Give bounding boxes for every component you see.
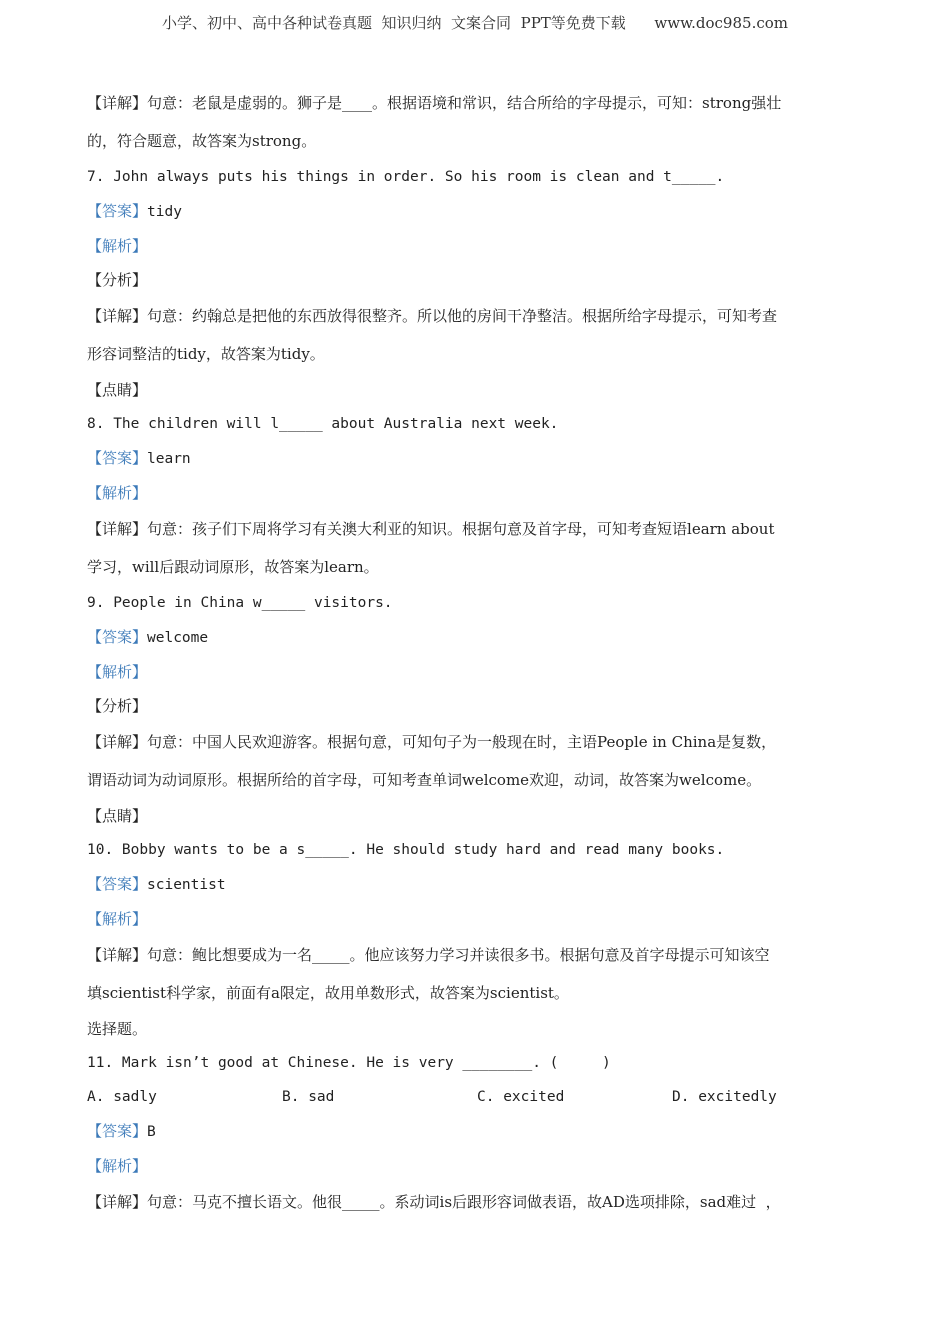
option-b: B. sad xyxy=(282,1089,335,1105)
answer-7: 【答案】tidy xyxy=(87,202,182,220)
answer-tag: 【答案】 xyxy=(87,202,148,220)
detail-7-line-2: 形容词整洁的tidy，故答案为tidy。 xyxy=(87,345,325,363)
detail-8-line-1: 【详解】句意：孩子们下周将学习有关澳大利亚的知识。根据句意及首字母，可知考查短语learn about xyxy=(87,520,775,538)
option-c: C. excited xyxy=(477,1089,565,1105)
detail-tag: 【详解】 xyxy=(87,946,148,964)
answer-tag: 【答案】 xyxy=(87,875,148,893)
detail-6-line-2: 的，符合题意，故答案为strong。 xyxy=(87,132,317,150)
fenxi-tag: 【分析】 xyxy=(87,271,148,289)
analysis-tag: 【解析】 xyxy=(87,910,148,928)
detail-6-line-1: 【详解】句意：老鼠是虚弱的。狮子是____。根据语境和常识，结合所给的字母提示，可知：strong强壮 xyxy=(87,94,782,112)
question-10: 10. Bobby wants to be a s_____. He should study hard and read many books. xyxy=(87,842,725,858)
detail-tag: 【详解】 xyxy=(87,94,148,112)
analysis-tag: 【解析】 xyxy=(87,663,148,681)
detail-11-line-1: 【详解】句意：马克不擅长语文。他很_____。系动词is后跟形容词做表语，故AD选项排除，sad难过 ， xyxy=(87,1193,781,1211)
detail-10-line-2: 填scientist科学家，前面有a限定，故用单数形式，故答案为scientist。 xyxy=(87,984,569,1002)
question-7: 7. John always puts his things in order. So his room is clean and t_____. xyxy=(87,169,725,185)
answer-10: 【答案】scientist xyxy=(87,875,226,893)
answer-11: 【答案】B xyxy=(87,1122,156,1140)
answer-tag: 【答案】 xyxy=(87,628,148,646)
answer-tag: 【答案】 xyxy=(87,449,148,467)
detail-10-line-1: 【详解】句意：鲍比想要成为一名_____。他应该努力学习并读很多书。根据句意及首字母提示可知该空 xyxy=(87,946,770,964)
option-d: D. excitedly xyxy=(672,1089,777,1105)
option-a: A. sadly xyxy=(87,1089,157,1105)
question-8: 8. The children will l_____ about Australia next week. xyxy=(87,416,559,432)
detail-tag: 【详解】 xyxy=(87,1193,148,1211)
detail-9-line-2: 谓语动词为动词原形。根据所给的首字母，可知考查单词welcome欢迎，动词，故答案为welcome。 xyxy=(87,771,762,789)
detail-7-line-1: 【详解】句意：约翰总是把他的东西放得很整齐。所以他的房间干净整洁。根据所给字母提示，可知考查 xyxy=(87,307,778,325)
answer-tag: 【答案】 xyxy=(87,1122,148,1140)
analysis-tag: 【解析】 xyxy=(87,237,148,255)
question-11-options xyxy=(87,1080,877,1114)
dianjing-tag: 【点睛】 xyxy=(87,381,148,399)
section-heading: 选择题。 xyxy=(87,1020,148,1038)
dianjing-tag: 【点睛】 xyxy=(87,807,148,825)
detail-9-line-1: 【详解】句意：中国人民欢迎游客。根据句意，可知句子为一般现在时，主语People in China是复数， xyxy=(87,733,777,751)
fenxi-tag: 【分析】 xyxy=(87,697,148,715)
detail-tag: 【详解】 xyxy=(87,307,148,325)
page-header: 小学、初中、高中各种试卷真题 知识归纳 文案合同 PPT等免费下载 www.doc985.com xyxy=(161,14,788,32)
detail-tag: 【详解】 xyxy=(87,520,148,538)
analysis-tag: 【解析】 xyxy=(87,484,148,502)
detail-tag: 【详解】 xyxy=(87,733,148,751)
analysis-tag: 【解析】 xyxy=(87,1157,148,1175)
question-11: 11. Mark isn’t good at Chinese. He is very ________. ( ) xyxy=(87,1055,611,1071)
question-9: 9. People in China w_____ visitors. xyxy=(87,595,393,611)
detail-8-line-2: 学习，will后跟动词原形，故答案为learn。 xyxy=(87,558,379,576)
answer-8: 【答案】learn xyxy=(87,449,191,467)
answer-9: 【答案】welcome xyxy=(87,628,209,646)
document-body xyxy=(87,84,877,1221)
